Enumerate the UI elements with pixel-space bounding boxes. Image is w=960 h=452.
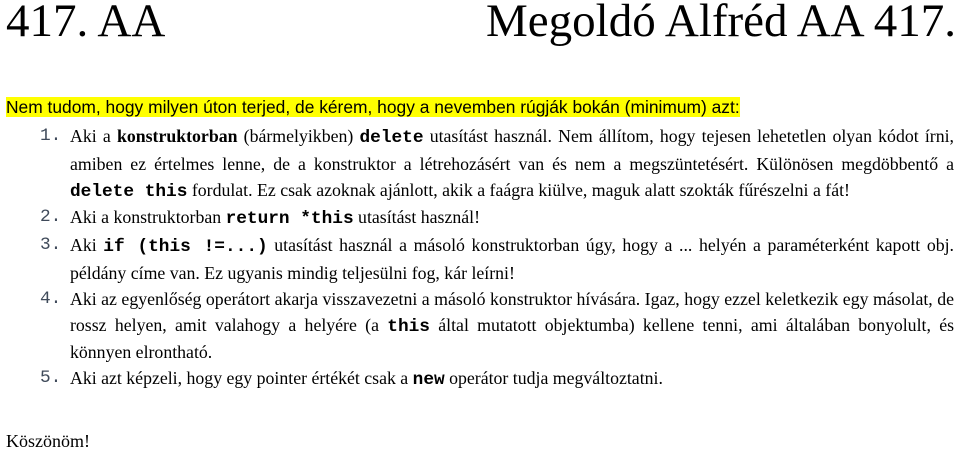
list-number: 3. xyxy=(40,235,62,256)
complaint-list xyxy=(40,124,954,394)
code-keyword: delete xyxy=(359,128,424,148)
item-text: utasítást használ a másoló konstruktorban úgy, hogy a ... helyén a paraméterként kapott obj. példány címe van. Ez ugyanis mindig teljesülni fog, kár leírni! xyxy=(70,235,954,283)
intro-line xyxy=(6,96,740,118)
item-text: Aki az egyenlőség operátort akarja visszavezetni a másoló konstruktor hívására. Igaz, hogy ezzel keletkezik egy másolat, de rossz helyen, amit valahogy a helyére (a xyxy=(70,288,954,335)
item-text: Aki a konstruktorban xyxy=(70,207,226,228)
list-number: 2. xyxy=(40,207,62,228)
code-keyword: return *this xyxy=(225,209,354,230)
item-text: utasítást használ. Nem állítom, hogy tejesen lehetetlen olyan kódot írni, amiben ez értelmes lenne, de a konstruktor a létrehozásért van és nem a megszüntetésért. Különösen megdöbbentő a xyxy=(70,126,954,174)
list-number: 1. xyxy=(40,126,62,146)
list-item-4 xyxy=(40,287,954,366)
code-keyword: if (this !=...) xyxy=(103,237,268,258)
item-text: által mutatott objektumba) kellene tenni, ami általában bonyolult, és könnyen elrontható. xyxy=(70,314,955,363)
intro-highlighted-text: Nem tudom, hogy milyen úton terjed, de kérem, hogy a nevemben rúgják bokán (minimum) azt: xyxy=(6,97,740,117)
list-number: 4. xyxy=(40,288,62,309)
code-keyword: this xyxy=(387,316,430,337)
item-text: Aki xyxy=(70,235,104,256)
code-keyword: delete this xyxy=(70,181,188,202)
item-text: (bármelyikben) xyxy=(237,126,360,146)
list-item-3 xyxy=(40,233,954,287)
list-item-2 xyxy=(40,205,954,233)
list-number: 5. xyxy=(40,368,62,389)
header-right-title: Megoldó Alfréd AA 417. xyxy=(486,0,956,47)
item-text: utasítást használ! xyxy=(353,207,481,228)
item-text: fordulat. Ez csak azoknak ajánlott, akik a faágra kiülve, maguk alatt szokták fűrészelni a fát! xyxy=(187,179,850,200)
list-item-1 xyxy=(40,124,954,205)
code-keyword: new xyxy=(412,370,445,391)
header-left-title: 417. AA xyxy=(6,0,166,47)
list-item-5 xyxy=(40,366,954,394)
item-text: Aki azt képzeli, hogy egy pointer értékét csak a xyxy=(70,368,413,389)
item-text: Aki a xyxy=(70,126,117,146)
item-bold-term: konstruktorban xyxy=(116,126,238,146)
page-header xyxy=(6,0,956,46)
item-text: operátor tudja megváltoztatni. xyxy=(444,368,663,389)
closing-line: Köszönöm! xyxy=(6,431,90,451)
